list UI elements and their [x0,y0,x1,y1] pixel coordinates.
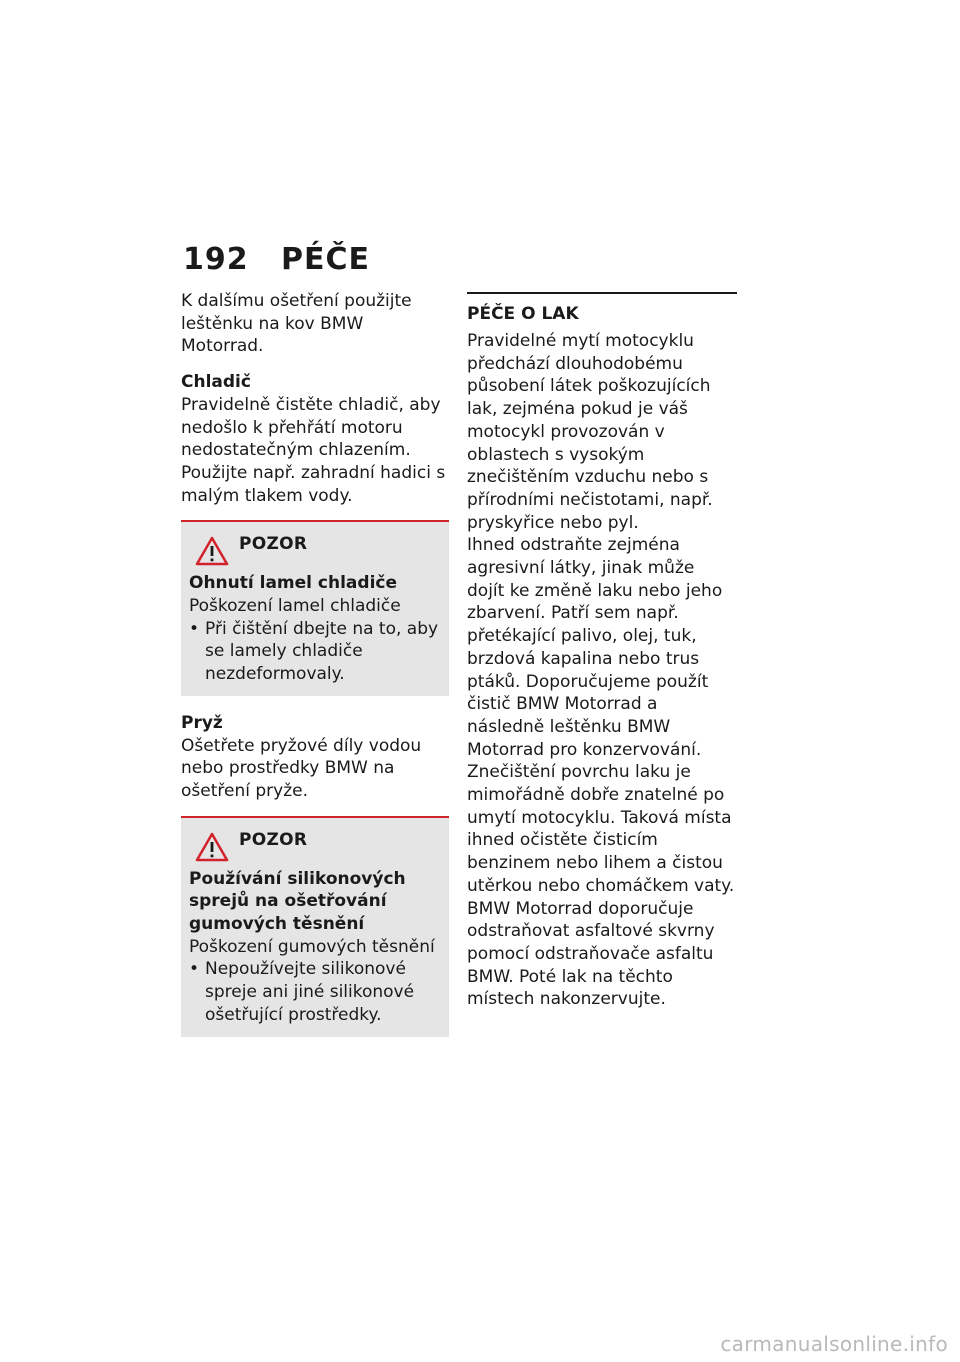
warning-header [195,828,441,862]
page-number: 192 [183,242,249,277]
warning-cause: Poškození gumových těsnění [189,936,435,957]
paint-paragraph-2: Ihned odstraňte zejména agresivní látky, jinak může dojít ke změně laku nebo jeho zbarvení. Patří sem např. přetékající palivo, olej, tuk, brzdová kapalina nebo trus ptáků. Doporučujeme použít čistič BMW Motorrad a následně leštěnku BMW Motorrad pro konzervování. [467,535,723,760]
warning-label: POZOR [239,829,308,850]
rubber-heading: Pryž [181,712,223,733]
rubber-text: Ošetřete pryžové díly vodou nebo prostředky BMW na ošetření pryže. [181,735,422,801]
page-header [183,242,370,277]
warning-bullet: • Nepoužívejte silikonové spreje ani jiné silikonové ošetřující prostředky. [189,958,441,1026]
warning-label: POZOR [239,534,308,555]
left-column [181,290,449,1053]
radiator-heading: Chladič [181,372,251,393]
section-title: PÉČE O LAK [467,304,579,324]
warning-box-silicone [181,816,449,1037]
warning-header [195,532,441,566]
radiator-section [181,371,449,507]
warning-title: Ohnutí lamel chladiče [189,573,398,594]
warning-cause: Poškození lamel chladiče [189,596,401,617]
warning-triangle-icon [195,536,229,566]
warning-triangle-icon [195,832,229,862]
warning-box-radiator [181,520,449,696]
right-column [467,292,737,1011]
warning-bullet: • Při čištění dbejte na to, aby se lamely chladiče nezdeformovaly. [189,618,441,686]
radiator-text-2: Použijte např. zahradní hadici s malým tlakem vody. [181,462,446,506]
chapter-title: PÉČE [281,242,370,277]
watermark: carmanualsonline.info [720,1332,948,1356]
intro-text: K dalšímu ošetření použijte leštěnku na kov BMW Motorrad. [181,291,412,357]
warning-title: Používání silikonových sprejů na ošetřování gumových těsnění [189,868,406,935]
paint-paragraph-1: Pravidelné mytí motocyklu předchází dlouhodobému působení látek poškozujících lak, zejména pokud je váš motocykl provozován v oblastech s vysokým znečištěním vzduchu nebo s přírodními nečistotami, např. pryskyřice nebo pyl. [467,331,713,533]
section-divider [467,292,737,294]
paint-paragraph-3: Znečištění povrchu laku je mimořádně dobře znatelné po umytí motocyklu. Taková místa ihned očistěte čisticím benzinem nebo lihem a čistou utěrkou nebo chomáčkem vaty. BMW Motorrad doporučuje odstraňovat asfaltové skvrny pomocí odstraňovače asfaltu BMW. Poté lak na těchto místech nakonzervujte. [467,762,735,1010]
radiator-text: Pravidelně čistěte chladič, aby nedošlo k přehřátí motoru nedostatečným chlazením. [181,394,441,461]
rubber-section [181,712,449,803]
intro-paragraph [181,290,449,358]
